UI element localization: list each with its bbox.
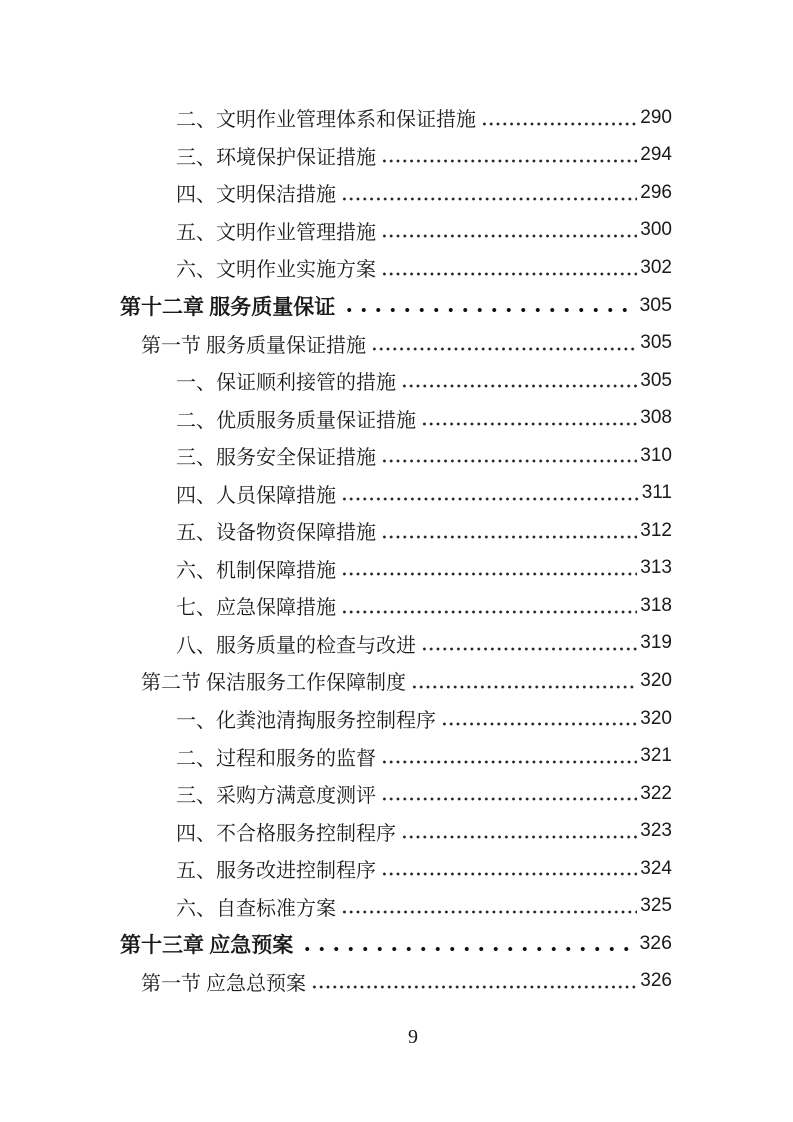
dot-leader [381,512,637,550]
dot-leader [341,474,639,512]
dot-leader [401,812,637,850]
dot-leader [401,362,637,400]
toc-entry-page: 322 [640,782,672,804]
dot-leader [381,137,637,175]
dot-leader [341,174,637,212]
dot-leader [381,850,637,888]
toc-entry-page: 313 [640,557,672,579]
toc-entry-page: 318 [640,594,672,616]
toc-entry-page: 294 [640,144,672,166]
toc-entry[interactable] [176,587,672,625]
dot-leader [411,662,637,700]
toc-entry[interactable] [141,324,672,362]
dot-leader [381,437,637,475]
page-number: 9 [408,1026,418,1048]
toc-entry-title: 八、服务质量的检查与改进 [176,634,416,657]
dot-leader [341,550,637,588]
toc-entry[interactable] [176,362,672,400]
dot-leader [441,700,637,738]
toc-entry-page: 324 [640,857,672,879]
toc-entry-title: 二、文明作业管理体系和保证措施 [176,109,476,132]
toc-entry-title: 三、服务安全保证措施 [176,447,376,470]
toc-entry-title: 第十三章 应急预案 [120,932,294,957]
toc-entry-page: 321 [640,745,672,767]
toc-entry-title: 第二节 保洁服务工作保障制度 [141,672,406,695]
toc-entry-page: 305 [640,332,672,354]
toc-entry-title: 七、应急保障措施 [176,597,336,620]
dot-leader [341,587,637,625]
dot-leader [381,737,637,775]
toc-entry-title: 四、文明保洁措施 [176,184,336,207]
dot-leader [421,625,637,663]
toc-entry[interactable] [176,212,672,250]
dot-leader [381,775,637,813]
toc-entry-page: 320 [640,707,672,729]
toc-entry-title: 六、自查标准方案 [176,897,336,920]
dot-leader [311,963,637,1001]
toc-entry-page: 312 [640,519,672,541]
toc-entry-page: 320 [640,669,672,691]
toc-entry-page: 300 [640,219,672,241]
toc-entry[interactable] [176,99,672,137]
toc-entry-page: 305 [640,369,672,391]
toc-entry[interactable] [120,925,672,963]
toc-entry-title: 第一节 应急总预案 [141,972,306,995]
dot-leader [381,212,637,250]
page-footer [408,1026,418,1049]
toc-entry-title: 六、文明作业实施方案 [176,259,376,282]
dot-leader [371,324,637,362]
toc-entry[interactable] [176,174,672,212]
toc-entry[interactable] [176,737,672,775]
toc-entry-page: 319 [640,632,672,654]
toc-entry[interactable] [141,963,672,1001]
toc-entry-page: 308 [640,407,672,429]
toc-entry[interactable] [176,437,672,475]
toc-entry[interactable] [176,474,672,512]
toc-entry[interactable] [176,887,672,925]
toc-entry-title: 三、采购方满意度测评 [176,785,376,808]
toc-entry-title: 三、环境保护保证措施 [176,146,376,169]
toc-entry-title: 第一节 服务质量保证措施 [141,334,366,357]
toc-entry-page: 326 [639,932,672,955]
toc-entry-page: 290 [640,106,672,128]
toc-entry-title: 四、人员保障措施 [176,484,336,507]
toc-entry[interactable] [176,625,672,663]
toc-entry-page: 311 [641,482,672,504]
toc-entry-title: 五、文明作业管理措施 [176,221,376,244]
toc-entry[interactable] [176,512,672,550]
toc-entry-title: 四、不合格服务控制程序 [176,822,396,845]
toc-entry-page: 326 [640,970,672,992]
toc-entry-page: 305 [639,294,672,316]
toc-entry-title: 一、保证顺利接管的措施 [176,372,396,395]
toc-entry[interactable] [176,550,672,588]
toc-entry-title: 二、过程和服务的监督 [176,747,376,770]
dot-leader [342,287,630,325]
toc-entry-page: 325 [640,895,672,917]
dot-leader [341,887,637,925]
toc-entry[interactable] [120,287,672,325]
toc-entry-title: 六、机制保障措施 [176,559,336,582]
toc-entry[interactable] [176,812,672,850]
toc-entry[interactable] [141,662,672,700]
dot-leader [300,925,630,963]
toc-entry[interactable] [176,137,672,175]
toc-entry[interactable] [176,249,672,287]
toc-entry-page: 310 [640,444,672,466]
toc-entry[interactable] [176,775,672,813]
toc-entry-page: 296 [640,181,672,203]
toc-entry-title: 第十二章 服务质量保证 [120,294,336,319]
toc-entry-page: 302 [640,256,672,278]
toc-entry-title: 一、化粪池清掏服务控制程序 [176,710,436,733]
dot-leader [381,249,637,287]
toc-entry[interactable] [176,850,672,888]
dot-leader [421,399,637,437]
toc-entry-title: 五、设备物资保障措施 [176,522,376,545]
toc-entry[interactable] [176,399,672,437]
toc-entry-page: 323 [640,820,672,842]
dot-leader [481,99,637,137]
toc-entry[interactable] [176,700,672,738]
toc-entry-title: 五、服务改进控制程序 [176,860,376,883]
toc-entry-title: 二、优质服务质量保证措施 [176,409,416,432]
